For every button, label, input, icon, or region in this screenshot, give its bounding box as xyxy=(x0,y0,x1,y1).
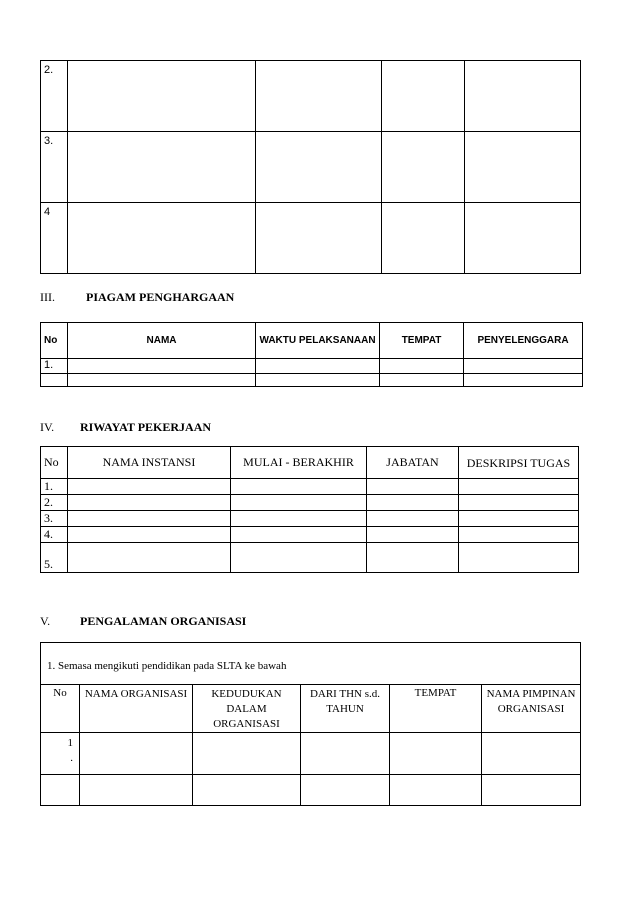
section-numeral: V. xyxy=(40,614,51,628)
table-cell[interactable] xyxy=(301,775,390,806)
table-cell[interactable] xyxy=(68,61,256,132)
table-cell[interactable] xyxy=(464,374,583,387)
header-nama-organisasi: NAMA ORGANISASI xyxy=(80,685,193,733)
table-cell[interactable] xyxy=(390,775,482,806)
table-cell[interactable] xyxy=(367,479,459,495)
table-header-row xyxy=(41,685,581,733)
table-cell[interactable] xyxy=(256,203,382,274)
table-cell[interactable] xyxy=(68,132,256,203)
table-row xyxy=(41,511,579,527)
table-row xyxy=(41,479,579,495)
section-title: RIWAYAT PEKERJAAN xyxy=(80,420,212,434)
section-title: PIAGAM PENGHARGAAN xyxy=(86,290,235,304)
row-number: 3. xyxy=(41,511,68,527)
row-number: 2. xyxy=(41,61,68,132)
header-tempat: TEMPAT xyxy=(390,685,482,733)
table-cell[interactable] xyxy=(367,527,459,543)
table-cell[interactable] xyxy=(256,359,380,374)
row-number: 4 xyxy=(41,203,68,274)
table-cell[interactable] xyxy=(380,374,464,387)
table-cell[interactable] xyxy=(367,495,459,511)
table-row xyxy=(41,775,581,806)
row-number: 1 . xyxy=(41,733,80,775)
table-row xyxy=(41,61,581,132)
table-cell[interactable] xyxy=(465,132,581,203)
header-nama-instansi: NAMA INSTANSI xyxy=(68,447,231,479)
table-cell[interactable] xyxy=(68,495,231,511)
table-header-row xyxy=(41,447,579,479)
table-cell[interactable] xyxy=(459,495,579,511)
header-mulai-berakhir: MULAI - BERAKHIR xyxy=(231,447,367,479)
table-cell[interactable] xyxy=(459,543,579,573)
table-cell[interactable] xyxy=(382,203,465,274)
table-cell[interactable] xyxy=(68,203,256,274)
row-number: 1. xyxy=(41,479,68,495)
organization-table xyxy=(40,642,581,806)
education-continuation-table xyxy=(40,60,581,274)
table-cell[interactable] xyxy=(193,775,301,806)
table-cell[interactable] xyxy=(80,733,193,775)
table-cell[interactable] xyxy=(367,543,459,573)
header-nama-pimpinan: NAMA PIMPINAN ORGANISASI xyxy=(482,685,581,733)
row-number: 1. xyxy=(41,359,68,374)
table-cell[interactable] xyxy=(231,495,367,511)
table-cell[interactable] xyxy=(301,733,390,775)
table-row xyxy=(41,132,581,203)
table-cell[interactable] xyxy=(231,479,367,495)
header-waktu: WAKTU PELAKSANAAN xyxy=(256,323,380,359)
table-cell[interactable] xyxy=(256,374,380,387)
table-cell[interactable] xyxy=(367,511,459,527)
header-kedudukan: KEDUDUKAN DALAM ORGANISASI xyxy=(193,685,301,733)
row-number: 3. xyxy=(41,132,68,203)
table-cell[interactable] xyxy=(256,61,382,132)
table-cell[interactable] xyxy=(465,61,581,132)
row-number: 5. xyxy=(41,543,68,573)
header-deskripsi: DESKRIPSI TUGAS xyxy=(459,447,579,479)
row-number: 2. xyxy=(41,495,68,511)
table-header-row xyxy=(41,323,583,359)
table-cell[interactable] xyxy=(482,775,581,806)
table-cell[interactable] xyxy=(382,132,465,203)
table-cell[interactable] xyxy=(390,733,482,775)
table-cell[interactable] xyxy=(459,527,579,543)
row-number xyxy=(41,374,68,387)
header-no: No xyxy=(41,447,68,479)
table-row xyxy=(41,203,581,274)
header-no: No xyxy=(41,323,68,359)
table-row xyxy=(41,527,579,543)
header-penyelenggara: PENYELENGGARA xyxy=(464,323,583,359)
header-dari-thn: DARI THN s.d. TAHUN xyxy=(301,685,390,733)
table-row xyxy=(41,495,579,511)
table-cell[interactable] xyxy=(68,374,256,387)
table-cell[interactable] xyxy=(231,511,367,527)
table-subtitle-row xyxy=(41,643,581,685)
subsection-title: 1. Semasa mengikuti pendidikan pada SLTA ke bawah xyxy=(41,643,581,685)
table-cell[interactable] xyxy=(459,511,579,527)
table-row xyxy=(41,733,581,775)
table-row xyxy=(41,359,583,374)
table-row xyxy=(41,543,579,573)
section-numeral: III. xyxy=(40,290,55,304)
table-cell[interactable] xyxy=(68,511,231,527)
section-title: PENGALAMAN ORGANISASI xyxy=(80,614,247,628)
table-cell[interactable] xyxy=(256,132,382,203)
header-no: No xyxy=(41,685,80,733)
header-tempat: TEMPAT xyxy=(380,323,464,359)
table-cell[interactable] xyxy=(68,543,231,573)
table-cell[interactable] xyxy=(68,359,256,374)
work-history-table xyxy=(40,446,579,573)
awards-table xyxy=(40,322,583,387)
table-cell[interactable] xyxy=(68,479,231,495)
header-jabatan: JABATAN xyxy=(367,447,459,479)
table-cell[interactable] xyxy=(68,527,231,543)
table-cell[interactable] xyxy=(482,733,581,775)
table-cell[interactable] xyxy=(382,61,465,132)
table-cell[interactable] xyxy=(231,527,367,543)
table-row xyxy=(41,374,583,387)
header-nama: NAMA xyxy=(68,323,256,359)
table-cell[interactable] xyxy=(459,479,579,495)
table-cell[interactable] xyxy=(464,359,583,374)
table-cell[interactable] xyxy=(80,775,193,806)
section-numeral: IV. xyxy=(40,420,55,434)
table-cell[interactable] xyxy=(380,359,464,374)
table-cell[interactable] xyxy=(231,543,367,573)
row-number: 4. xyxy=(41,527,68,543)
row-number xyxy=(41,775,80,806)
table-cell[interactable] xyxy=(193,733,301,775)
table-cell[interactable] xyxy=(465,203,581,274)
